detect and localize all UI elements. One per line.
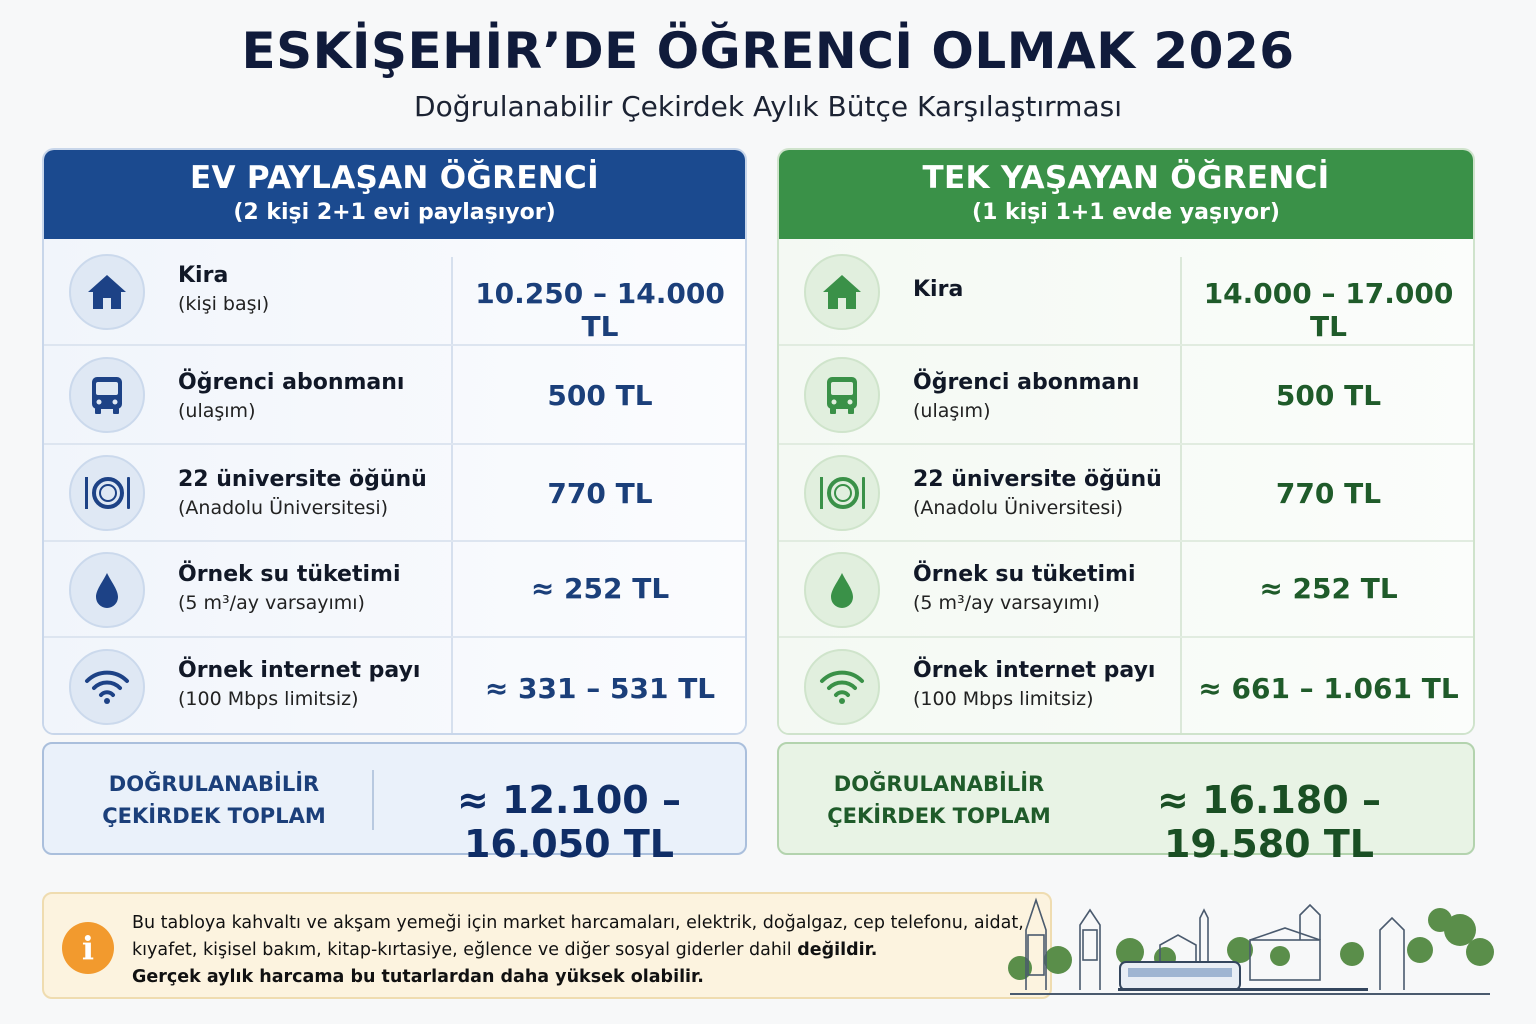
cost-row-value: 500 TL	[547, 379, 653, 412]
cost-row-sub: (Anadolu Üniversitesi)	[178, 497, 389, 519]
note-line2-text: kıyafet, kişisel bakım, kitap-kırtasiye, eğlence ve diğer sosyal giderler dahil	[132, 940, 798, 960]
cost-row-label: Örnek internet payı	[913, 658, 1156, 683]
shared-total-value: ≈ 12.100 – 16.050 TL	[457, 778, 681, 866]
cost-row-transport	[779, 346, 1473, 445]
bus-icon	[804, 357, 880, 433]
cost-row-water	[44, 542, 745, 638]
single-panel-title: TEK YAŞAYAN ÖĞRENCİ	[922, 160, 1330, 196]
total-label-line2: ÇEKİRDEK TOPLAM	[827, 804, 1051, 828]
cost-row-label: Kira	[913, 277, 964, 302]
page-title: ESKİŞEHİR’DE ÖĞRENCİ OLMAK 2026	[241, 22, 1295, 80]
info-icon: i	[62, 922, 114, 974]
single-panel-header	[779, 150, 1473, 239]
cost-row-label: 22 üniversite öğünü	[178, 467, 427, 492]
single-total-label	[799, 768, 1079, 832]
shared-cost-rows	[44, 239, 745, 735]
shared-total-label	[64, 768, 364, 832]
cost-row-label: Öğrenci abonmanı	[913, 370, 1140, 395]
cost-row-label: Örnek su tüketimi	[178, 562, 401, 587]
shared-panel-header	[44, 150, 745, 239]
cost-row-sub: (100 Mbps limitsiz)	[913, 688, 1094, 710]
single-student-panel	[777, 148, 1475, 735]
disclaimer-note	[42, 892, 1052, 999]
cost-row-transport	[44, 346, 745, 445]
cost-row-rent	[44, 239, 745, 346]
cost-row-internet	[779, 638, 1473, 735]
shared-panel-title: EV PAYLAŞAN ÖĞRENCİ	[190, 160, 599, 196]
cost-row-sub: (5 m³/ay varsayımı)	[913, 592, 1100, 614]
cost-row-internet	[44, 638, 745, 735]
cost-row-value: ≈ 252 TL	[530, 572, 670, 605]
note-line2	[132, 937, 1032, 964]
eskisehir-skyline-illustration	[1000, 890, 1500, 1000]
cost-row-value: 770 TL	[1275, 477, 1382, 510]
bus-icon	[69, 357, 145, 433]
cost-row-label: Öğrenci abonmanı	[178, 370, 405, 395]
plate-icon	[804, 455, 880, 531]
home-icon	[69, 254, 145, 330]
cost-row-value: 14.000 – 17.000 TL	[1203, 277, 1454, 343]
cost-row-value: ≈ 252 TL	[1259, 572, 1398, 605]
cost-row-value: 770 TL	[547, 477, 653, 510]
shared-total-box	[42, 742, 747, 866]
wifi-icon	[69, 649, 145, 725]
cost-row-label: Örnek su tüketimi	[913, 562, 1136, 587]
cost-row-value: 10.250 – 14.000 TL	[475, 277, 725, 343]
plate-icon	[69, 455, 145, 531]
single-cost-rows	[779, 239, 1473, 735]
single-total-box	[777, 742, 1475, 866]
wifi-icon	[804, 649, 880, 725]
cost-row-value: ≈ 661 – 1.061 TL	[1198, 672, 1459, 705]
disclaimer-text	[132, 910, 1032, 991]
shared-panel-subtitle: (2 kişi 2+1 evi paylaşıyor)	[233, 200, 556, 225]
note-line3: Gerçek aylık harcama bu tutarlardan daha yüksek olabilir.	[132, 967, 704, 987]
cost-row-label: Kira	[178, 263, 229, 288]
page-subtitle: Doğrulanabilir Çekirdek Aylık Bütçe Karşılaştırması	[414, 90, 1122, 123]
total-label-line1: DOĞRULANABİLİR	[833, 772, 1045, 796]
water-drop-icon	[69, 552, 145, 628]
cost-row-meals	[779, 445, 1473, 542]
single-total-value: ≈ 16.180 – 19.580 TL	[1157, 778, 1381, 866]
cost-row-sub: (Anadolu Üniversitesi)	[913, 497, 1124, 519]
single-panel-subtitle: (1 kişi 1+1 evde yaşıyor)	[972, 200, 1280, 225]
cost-row-value: 500 TL	[1275, 379, 1382, 412]
cost-row-sub: (kişi başı)	[178, 293, 270, 315]
shared-student-panel	[42, 148, 747, 735]
home-icon	[804, 254, 880, 330]
note-line2-bold: değildir.	[797, 940, 878, 960]
total-label-line1: DOĞRULANABİLİR	[108, 772, 320, 796]
cost-row-label: Örnek internet payı	[178, 658, 421, 683]
cost-row-sub: (100 Mbps limitsiz)	[178, 688, 359, 710]
cost-row-rent	[779, 239, 1473, 346]
cost-row-sub: (5 m³/ay varsayımı)	[178, 592, 365, 614]
cost-row-meals	[44, 445, 745, 542]
water-drop-icon	[804, 552, 880, 628]
cost-row-water	[779, 542, 1473, 638]
total-divider	[372, 770, 374, 830]
cost-row-sub: (ulaşım)	[178, 400, 256, 422]
cost-row-label: 22 üniversite öğünü	[913, 467, 1162, 492]
total-label-line2: ÇEKİRDEK TOPLAM	[102, 804, 326, 828]
note-line1: Bu tabloya kahvaltı ve akşam yemeği için market harcamaları, elektrik, doğalgaz, cep telefonu, aidat,	[132, 913, 1024, 933]
cost-row-value: ≈ 331 – 531 TL	[484, 672, 716, 705]
cost-row-sub: (ulaşım)	[913, 400, 991, 422]
